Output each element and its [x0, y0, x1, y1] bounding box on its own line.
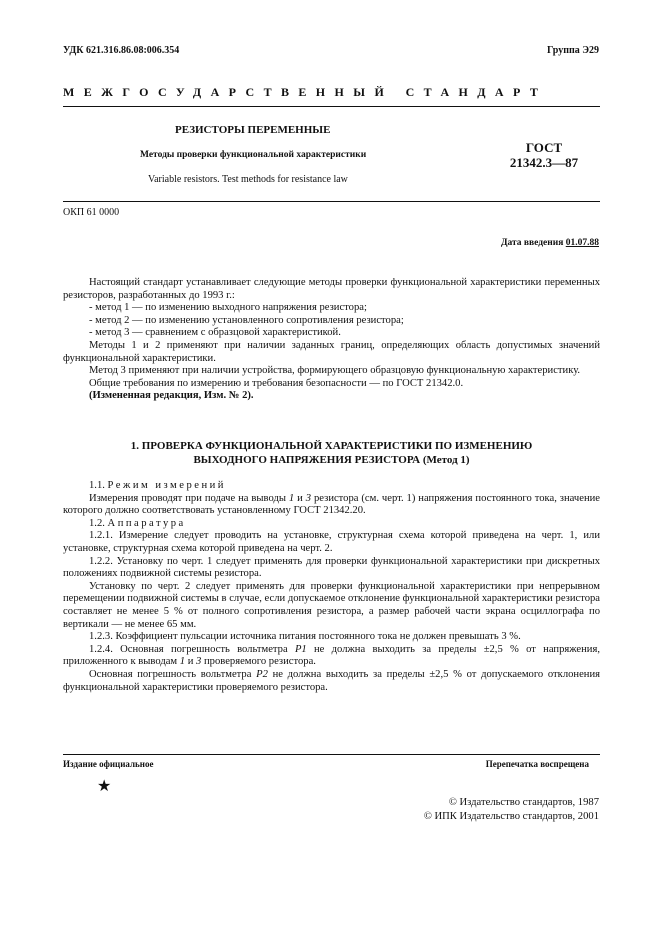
- reprint-prohibited-label: Перепечатка воспрещена: [485, 759, 589, 769]
- clause-1-2-4b-b: не должна выходить за пределы ±2,5 % от допускаемого отклонения функциональной характеристики проверяемого резистора.: [63, 668, 600, 693]
- intro-paragraph: Настоящий стандарт устанавливает следующие методы проверки функциональной характеристики переменных резисторов, разработанных до 1993 г.:: [63, 277, 600, 301]
- section-1-body: [63, 480, 600, 694]
- clause-1-2-3: 1.2.3. Коэффициент пульсации источника питания постоянного тока не должен превышать 3 %.: [89, 631, 521, 643]
- voltmeter-p1: P1: [294, 643, 307, 655]
- udk-code: УДК 621.316.86.08:006.354: [63, 45, 180, 56]
- clause-1-1-heading: [63, 480, 600, 493]
- english-title: Variable resistors. Test methods for resistance law: [148, 174, 348, 185]
- star-icon: ★: [97, 778, 112, 795]
- clause-1-2-4-a: 1.2.4. Основная погрешность вольтметра: [89, 643, 295, 655]
- intro-date-value: 01.07.88: [565, 238, 599, 248]
- gost-label: ГОСТ: [525, 140, 563, 155]
- clause-1-2-4-d: проверяемого резистора.: [201, 656, 316, 668]
- clause-1-2-4b-a: Основная погрешность вольтметра: [89, 668, 257, 680]
- clause-1-2-2: 1.2.2. Установку по черт. 1 следует применять для проверки функциональной характеристики при дискретных положениях подвижной системы резистора.: [63, 555, 600, 580]
- terminal-1-ref: 1: [179, 656, 186, 668]
- terminal-3-ref: 3: [196, 656, 202, 668]
- method-1-item: - метод 1 — по изменению выходного напряжения резистора;: [89, 302, 367, 314]
- section-1-title-line-2: ВЫХОДНОГО НАПРЯЖЕНИЯ РЕЗИСТОРА (Метод 1): [193, 454, 470, 466]
- terminal-1: 1: [288, 492, 295, 504]
- intro-text: [63, 277, 600, 403]
- clause-1-2-4-continued: [63, 669, 600, 694]
- section-1-title: [63, 439, 600, 467]
- gost-number: 21342.3—87: [509, 155, 579, 170]
- clause-1-1-text: [63, 493, 600, 518]
- document-subtitle: Методы проверки функциональной характеристики: [140, 150, 367, 160]
- method-2-item: - метод 2 — по изменению установленного сопротивления резистора;: [89, 314, 404, 326]
- footer-rule: [63, 754, 600, 755]
- general-requirements-paragraph: Общие требования по измерению и требования безопасности — по ГОСТ 21342.0.: [89, 377, 464, 389]
- clause-1-1-number: 1.1.: [89, 480, 105, 491]
- voltmeter-p2: P2: [256, 668, 268, 680]
- terminal-3: 3: [305, 492, 312, 504]
- clause-1-2-4: [63, 644, 600, 669]
- introduction-date: [501, 238, 599, 248]
- gost-designation: [499, 140, 589, 170]
- clause-1-1-text-b: и: [294, 492, 306, 504]
- clause-1-1-text-c: резистора (см. черт. 1) напряжения постоянного тока, значение которого должно соответствовать установленному ГОСТ 21342.20.: [63, 492, 600, 517]
- clause-1-2-heading: [63, 518, 600, 531]
- title-rule: [63, 201, 600, 202]
- top-rule: [63, 106, 600, 107]
- copyright-1987: © Издательство стандартов, 1987: [448, 797, 599, 808]
- clause-1-1-text-a: Измерения проводят при подаче на выводы: [89, 492, 289, 504]
- methods-1-2-paragraph: Методы 1 и 2 применяют при наличии заданных границ, определяющих область допустимых значений функциональной характеристики.: [63, 339, 600, 364]
- clause-1-2-4-b: не должна выходить за пределы ±2,5 % от напряжения, приложенного к выводам: [63, 643, 600, 668]
- okp-code: ОКП 61 0000: [63, 207, 120, 218]
- clause-1-2-2-continued: Установку по черт. 2 следует применять для проверки функциональной характеристики при непрерывном перемещении подвижной системы в случае, если допускаемое отклонение функциональной характеристики резистора составляет не менее 5 % от полного сопротивления резистора, а размер рабочей части экрана осциллографа по вертикали — не менее 65 мм.: [63, 580, 600, 630]
- interstate-standard-heading: МЕЖГОСУДАРСТВЕННЫЙ СТАНДАРТ: [63, 85, 548, 99]
- clause-1-2-1: 1.2.1. Измерение следует проводить на установке, структурная схема которой приведена на черт. 1, или установке, структурная схема которой приведена на черт. 2.: [63, 530, 600, 554]
- edition-note: (Измененная редакция, Изм. № 2).: [89, 390, 254, 402]
- copyright-block: [424, 796, 599, 824]
- section-1-title-line-1: 1. ПРОВЕРКА ФУНКЦИОНАЛЬНОЙ ХАРАКТЕРИСТИКИ ПО ИЗМЕНЕНИЮ: [130, 440, 533, 452]
- method-3-paragraph: Метод 3 применяют при наличии устройства, формирующего образцовую функциональную характеристику.: [89, 365, 581, 377]
- clause-1-2-title: Аппаратура: [107, 517, 186, 529]
- clause-1-2-number: 1.2.: [89, 517, 105, 529]
- group-code: Группа Э29: [547, 45, 599, 56]
- method-3-item: - метод 3 — сравнением с образцовой характеристикой.: [89, 327, 341, 339]
- intro-date-label: Дата введения: [500, 238, 564, 248]
- clause-1-2-4-c: и: [185, 656, 197, 668]
- official-edition-label: Издание официальное: [63, 759, 154, 769]
- clause-1-1-title: Режим измерений: [107, 480, 226, 491]
- copyright-2001: © ИПК Издательство стандартов, 2001: [423, 811, 599, 822]
- document-title: РЕЗИСТОРЫ ПЕРЕМЕННЫЕ: [175, 124, 331, 136]
